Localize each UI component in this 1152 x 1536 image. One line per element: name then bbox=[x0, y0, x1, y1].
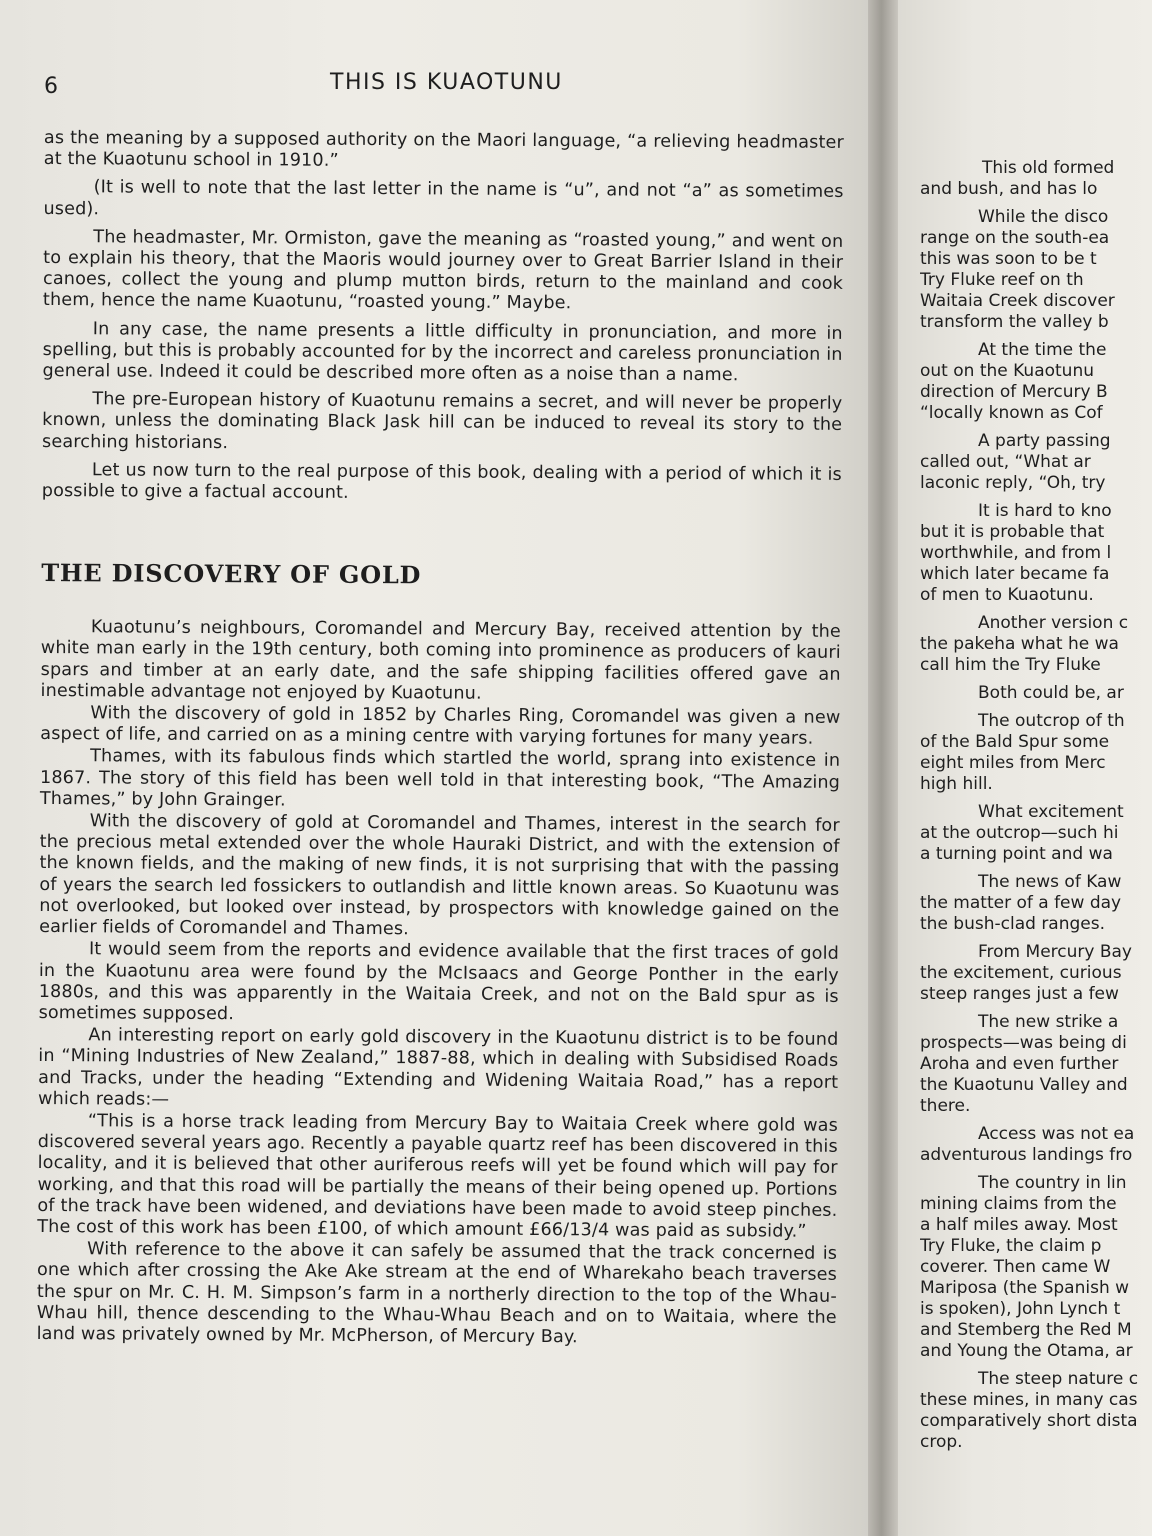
text-line: adventurous landings fro bbox=[920, 1145, 1133, 1165]
text-line: out on the Kuaotunu bbox=[920, 361, 1095, 381]
text-line: and Stemberg the Red M bbox=[920, 1320, 1132, 1340]
text-line: this was soon to be t bbox=[920, 249, 1097, 269]
text-line: A party passing bbox=[978, 431, 1111, 451]
text-line: a half miles away. Most bbox=[920, 1215, 1118, 1235]
paragraph: (It is well to note that the last letter in the name is “u”, and not “a” as sometimes used). bbox=[43, 177, 844, 219]
right-paragraph bbox=[920, 1369, 1152, 1453]
text-line: the Kuaotunu Valley and bbox=[920, 1075, 1128, 1095]
right-paragraph bbox=[920, 872, 1152, 935]
right-paragraph bbox=[920, 340, 1152, 424]
paragraph: An interesting report on early gold discovery in the Kuaotunu district is to be found in “Mining Industries of New Zealand,” 1887-88, which in dealing with Subsidised Roads and Tracks, under the heading “Extending and Widening Waitaia Road,” has a report which reads:— bbox=[38, 1025, 839, 1110]
text-line: Waitaia Creek discover bbox=[920, 291, 1115, 311]
text-line: range on the south-ea bbox=[920, 228, 1110, 248]
text-line: but it is probable that bbox=[920, 522, 1105, 542]
right-paragraph bbox=[920, 942, 1152, 1005]
paragraph: With reference to the above it can safely be assumed that the track concerned is one which after crossing the Ake Ake stream at the end of Wharekaho beach traverses the spur on Mr. C. H. M. Simpson’s farm in a northerly direction to the top of the Whau-Whau hill, thence descending to the Whau-Whau Beach and on to Waitaia, where the land was privately owned by Mr. McPherson, of Mercury Bay. bbox=[36, 1239, 838, 1348]
text-line: the bush-clad ranges. bbox=[920, 914, 1106, 934]
text-line: and Young the Otama, ar bbox=[920, 1341, 1133, 1361]
text-line: At the time the bbox=[978, 340, 1107, 360]
text-line: It is hard to kno bbox=[978, 501, 1112, 521]
text-line: This old formed bbox=[982, 158, 1115, 178]
text-line: While the disco bbox=[978, 207, 1109, 227]
text-line: eight miles from Merc bbox=[920, 753, 1106, 773]
text-line: comparatively short dista bbox=[920, 1411, 1138, 1431]
text-line: coverer. Then came W bbox=[920, 1257, 1111, 1277]
running-head bbox=[44, 68, 844, 102]
text-line: and bush, and has lo bbox=[920, 179, 1098, 199]
section-heading: THE DISCOVERY OF GOLD bbox=[41, 558, 422, 590]
text-line: The country in lin bbox=[978, 1173, 1127, 1193]
text-line: these mines, in many cas bbox=[920, 1390, 1138, 1410]
text-line: of men to Kuaotunu. bbox=[920, 585, 1094, 605]
text-line: of the Bald Spur some bbox=[920, 732, 1110, 752]
text-line: mining claims from the bbox=[920, 1194, 1117, 1214]
page-number: 6 bbox=[44, 74, 58, 99]
discovery-section bbox=[37, 617, 841, 1350]
text-line: Another version c bbox=[978, 613, 1129, 633]
text-line: What excitement bbox=[978, 802, 1124, 822]
right-paragraph bbox=[920, 1012, 1152, 1117]
text-line: there. bbox=[920, 1096, 971, 1116]
right-paragraph bbox=[920, 158, 1152, 200]
text-line: From Mercury Bay bbox=[978, 942, 1132, 962]
text-line: steep ranges just a few bbox=[920, 984, 1119, 1004]
text-line: the pakeha what he wa bbox=[920, 634, 1119, 654]
book-gutter bbox=[868, 0, 898, 1536]
right-paragraph bbox=[920, 501, 1152, 606]
right-paragraph bbox=[920, 711, 1152, 795]
paragraph: Kuaotunu’s neighbours, Coromandel and Mercury Bay, received attention by the white man early in the 19th century, both coming into prominence as producers of kauri spars and timber at an early date, and the safe shipping facilities offered gave an inestimable advantage not enjoyed by Kuaotunu. bbox=[40, 617, 841, 704]
text-line: Both could be, ar bbox=[978, 683, 1124, 703]
text-line: crop. bbox=[920, 1432, 963, 1452]
paragraph: Let us now turn to the real purpose of this book, dealing with a period of which it is possible to give a factual account. bbox=[41, 460, 842, 503]
left-column bbox=[37, 128, 844, 1350]
text-line: laconic reply, “Oh, try bbox=[920, 473, 1106, 493]
text-line: Try Fluke, the claim p bbox=[920, 1236, 1102, 1256]
text-line: the excitement, curious bbox=[920, 963, 1122, 983]
text-line: The steep nature c bbox=[978, 1369, 1139, 1389]
text-line: high hill. bbox=[920, 774, 993, 794]
text-line: called out, “What ar bbox=[920, 452, 1091, 472]
right-column bbox=[920, 158, 1152, 1460]
right-paragraph bbox=[920, 207, 1152, 333]
text-line: direction of Mercury B bbox=[920, 382, 1108, 402]
text-line: The new strike a bbox=[978, 1012, 1119, 1032]
text-line: Aroha and even further bbox=[920, 1054, 1119, 1074]
paragraph: It would seem from the reports and evidence available that the first traces of gold in the Kuaotunu area were found by the McIsaacs and George Ponther in the early 1880s, and this was apparently in the Waitaia Creek, and not on the Bald spur as is sometimes supposed. bbox=[38, 939, 840, 1025]
text-line: the matter of a few day bbox=[920, 893, 1122, 913]
intro-section bbox=[42, 128, 844, 507]
text-line: The news of Kaw bbox=[978, 872, 1122, 892]
running-title: THIS IS KUAOTUNU bbox=[330, 70, 563, 95]
paragraph: The pre-European history of Kuaotunu remains a secret, and will never be properly known, unless the dominating Black Jask hill can be induced to reveal its story to the searching historians. bbox=[42, 389, 843, 453]
text-line: Try Fluke reef on th bbox=[920, 270, 1084, 290]
text-line: call him the Try Fluke bbox=[920, 655, 1101, 675]
text-line: worthwhile, and from l bbox=[920, 543, 1112, 563]
text-line: The outcrop of th bbox=[978, 711, 1125, 731]
right-paragraph bbox=[920, 1124, 1152, 1166]
paragraph: The headmaster, Mr. Ormiston, gave the meaning as “roasted young,” and went on to explain his theory, that the Maoris would journey over to Great Barrier Island in their canoes, collect the young and plump mutton birds, return to the mainland and cook them, hence the name Kuaotunu, “roasted young.” Maybe. bbox=[42, 227, 844, 314]
paragraph: In any case, the name presents a little difficulty in pronunciation, and more in spelling, but this is probably accounted for by the incorrect and careless pronunciation in general use. Indeed it could be described more often as a noise than a name. bbox=[42, 318, 843, 386]
right-paragraph bbox=[920, 613, 1152, 676]
text-line: which later became fa bbox=[920, 564, 1110, 584]
text-line: Mariposa (the Spanish w bbox=[920, 1278, 1130, 1298]
paragraph: “This is a horse track leading from Mercury Bay to Waitaia Creek where gold was discovered several years ago. Recently a payable quartz reef has been discovered in this locality, and it is believed that other auriferous reefs will yet be found which will pay for working, and that this road will be partially the means of their being opened up. Portions of the track have been widened, and deviations have been made to avoid steep pinches. The cost of this work has been £100, of which amount £66/13/4 was paid as subsidy.” bbox=[37, 1111, 838, 1242]
text-line: is spoken), John Lynch t bbox=[920, 1299, 1121, 1319]
right-paragraph bbox=[920, 802, 1152, 865]
text-line: Access was not ea bbox=[978, 1124, 1135, 1144]
paragraph: as the meaning by a supposed authority on the Maori language, “a relieving headmaster at the Kuaotunu school in 1910.” bbox=[43, 128, 844, 172]
paragraph: With the discovery of gold in 1852 by Charles Ring, Coromandel was given a new aspect of life, and carried on as a mining centre with varying fortunes for many years. bbox=[40, 703, 841, 749]
text-line: “locally known as Cof bbox=[920, 403, 1103, 423]
text-line: at the outcrop—such hi bbox=[920, 823, 1119, 843]
text-line: prospects—was being di bbox=[920, 1033, 1127, 1053]
text-line: transform the valley b bbox=[920, 312, 1109, 332]
right-paragraph bbox=[920, 1173, 1152, 1362]
right-paragraph bbox=[920, 683, 1152, 704]
paragraph: Thames, with its fabulous finds which startled the world, sprang into existence in 1867. The story of this field has been well told in that interesting book, “The Amazing Thames,” by John Grainger. bbox=[39, 746, 841, 811]
text-line: a turning point and wa bbox=[920, 844, 1113, 864]
paragraph: With the discovery of gold at Coromandel and Thames, interest in the search for the precious metal extended over the whole Hauraki District, and with the extension of the known fields, and the making of new finds, it is not surprising that with the passing of years the search led fossickers to outlandish and little known areas. So Kuaotunu was not overlooked, but looked over instead, by prospectors with knowledge gained on the earlier fields of Coromandel and Thames. bbox=[39, 811, 840, 940]
right-paragraph bbox=[920, 431, 1152, 494]
